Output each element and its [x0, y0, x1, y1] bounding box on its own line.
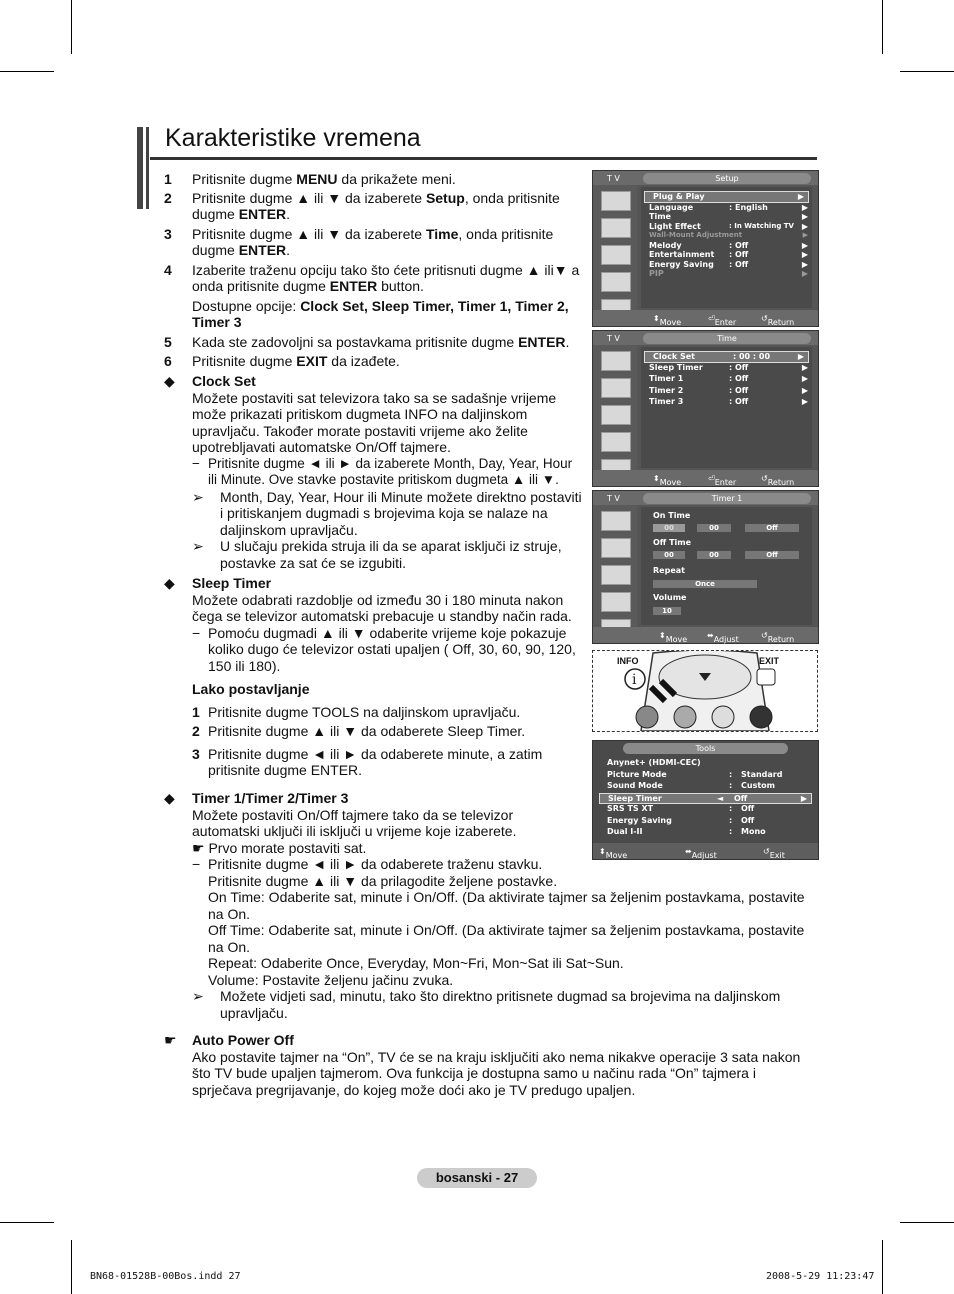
menu-row: Wall-Mount Adjustment ▶ [649, 231, 808, 239]
channel-icon [601, 565, 631, 585]
setup-icon [601, 432, 631, 452]
step-3: 3 Pritisnite dugme ▲ ili ▼ da izaberete Time, onda pritisnite dugme ENTER. [164, 225, 554, 258]
auto-power-off-heading: Auto Power Off [192, 1032, 294, 1048]
clock-set-heading: Clock Set [192, 373, 256, 389]
time-menu-screenshot: T V Time Clock Set : 00 : 00 ▶ Sleep Timer : Off ▶ Timer 1 : Off ▶ Timer 2 : Off ▶ Timer 3 : Off ▶ ⬍ Move ⏎ Enter ↺ Return [592, 330, 819, 487]
menu-row: Timer 1 : Off ▶ [649, 374, 808, 383]
sleep-timer-dash: Pomoću dugmadi ▲ ili ▼ odaberite vrijeme koje pokazuje koliko dugo će televizor ostati upaljen ( Off, 30, 60, 90, 120, 150 ili 180). [208, 624, 576, 674]
picture-icon [601, 191, 631, 211]
menu-row: Language : English ▶ [649, 202, 808, 212]
options-line: Dostupne opcije: Clock Set, Sleep Timer, Timer 1, Timer 2, Timer 3 [192, 297, 569, 330]
auto-power-off-body: Ako postavite tajmer na “On”, TV će se na kraju isključiti ako nema nikakve operacije 3 sata nakon što TV bude upaljen tajmerom. Ova funkcija je dostupna samo u načinu rada “On” tajmera i sprječava pregrijavanje, do kojeg može doći ako je TV predugo upaljen. [192, 1048, 801, 1098]
timer-heading: Timer 1/Timer 2/Timer 3 [192, 790, 349, 806]
menu-row: Energy Saving : Off [607, 815, 755, 825]
info-label: INFO [617, 656, 639, 666]
menu-row: Entertainment : Off ▶ [649, 250, 808, 259]
menu-row: Light Effect : In Watching TV ▶ [649, 221, 808, 231]
timer-section: ◆ Timer 1/Timer 2/Timer 3 Možete postaviti On/Off tajmere tako da se televizor automatski uključi ili isključi u vrijeme koje izaberete. ☛ Prvo morate postaviti sat. − Pritisnite dugme ◄ ili ► da odaberete traženu stavku. Pritisnite dugme ▲ ili ▼ da prilagodite željene postavke. On Time: Odaberite sat, minute i On/Off. (Da aktivirate tajmer sa željenim postavkama, postavite na On. Off Time: Odaberite sat, minute i On/Off. (Da aktivirate tajmer sa željenim postavkama, postavite na On. Repeat: Odaberite Once, Everyday, Mon~Fri, Mon~Sat ili Sat~Sun. Volume: Postavite željenu jačinu zvuka. ➢ Možete vidjeti sad, minutu, tako što direktno pritisnete dugmad sa brojevima na daljinskom upravljaču. [164, 790, 814, 1021]
clock-set-dash: Pritisnite dugme ◄ ili ► da izaberete Month, Day, Year, Hour ili Minute. Ove stavke postavite pritiskom dugmeta ▲ ili ▼. [208, 455, 573, 487]
timer-note: Možete vidjeti sad, minutu, tako što direktno pritisnete dugmad sa brojevima na daljinskom upravljaču. [220, 988, 781, 1021]
timer1-menu-title: Timer 1 [643, 493, 811, 504]
setup-icon [601, 272, 631, 292]
step-5: 5 Kada ste zadovoljni sa postavkama pritisnite dugme ENTER. [164, 333, 570, 350]
picture-icon [601, 351, 631, 371]
title-bars [137, 127, 151, 209]
menu-row: Time ▶ [649, 212, 808, 221]
timer-repeat: Repeat: Odaberite Once, Everyday, Mon~Fri, Mon~Sat ili Sat~Sun. [208, 955, 624, 971]
menu-row: Energy Saving : Off ▶ [649, 259, 808, 269]
clock-set-note-1: Month, Day, Year, Hour ili Minute možete direktno postaviti i pritiskanjem dugmadi s brojevima koja se nalaze na daljinskom upravljaču. [220, 488, 582, 538]
timer-body: Možete postaviti On/Off tajmere tako da se televizor automatski uključi ili isključi u vrijeme koje izaberete. [192, 806, 517, 839]
menu-row: Sleep Timer ◄ Off ▶ [599, 793, 812, 805]
clock-set-section: ◆ Clock Set Možete postaviti sat televizora tako sa se sadašnje vrijeme može prikazati pritiskom dugmeta INFO na daljinskom upravljaču. Također morate postaviti vrijeme ako želite upotrebljavati automatske On/Off tajmere. − Pritisnite dugme ◄ ili ► da izaberete Month, Day, Year, Hour ili Minute. Ove stavke postavite pritiskom dugmeta ▲ ili ▼. ➢ Month, Day, Year, Hour ili Minute možete direktno postaviti i pritiskanjem dugmadi s brojevima koja se nalaze na daljinskom upravljaču. ➢ U slučaju prekida struja ili da se aparat isključi iz struje, postavke za sat će se izgubiti. [164, 373, 584, 571]
timer-dash-2: Pritisnite dugme ▲ ili ▼ da prilagodite željene postavke. [208, 872, 558, 889]
sleep-timer-heading: Sleep Timer [192, 575, 272, 591]
easy-step-3: Pritisnite dugme ◄ ili ► da odaberete minute, a zatim pritisnite dugme ENTER. [208, 745, 543, 778]
channel-icon [601, 405, 631, 425]
timer-volume: Volume: Postavite željenu jačinu zvuka. [208, 971, 454, 988]
auto-power-off-section: ☛ Auto Power Off Ako postavite tajmer na “On”, TV će se na kraju isključiti ako nema nikakve operacije 3 sata nakon što TV bude upaljen tajmerom. Ova funkcija je dostupna samo u načinu rada “On” tajmera i sprječava pregrijavanje, do kojeg može doći ako je TV predugo upaljen. [164, 1032, 819, 1098]
steps-list [164, 171, 584, 370]
menu-row: Sleep Timer : Off ▶ [649, 362, 808, 372]
menu-row: Picture Mode : Standard [607, 769, 783, 779]
timer1-menu-screenshot: T V Timer 1 On Time 00 00 Off Off Time 00 00 Off Repeat Once Volume 10 ⬍ Move ⬌ Adjust ↺ Return [592, 490, 819, 644]
menu-row: Timer 2 : Off ▶ [649, 385, 808, 395]
setup-icon [601, 592, 631, 612]
setup-menu-screenshot: T V Setup Plug & Play ▶ Language : English ▶ Time ▶ Light Effect : In Watching TV ▶ Wall-Mount Adjustment ▶ Melody : Off ▶ Entertainment : Off ▶ Energy Saving : Off ▶ PIP ▶ ⬍ Move ⏎ Enter ↺ Return [592, 170, 819, 327]
menu-row: Clock Set : 00 : 00 ▶ [644, 351, 809, 363]
picture-icon [601, 511, 631, 531]
title-rule [150, 157, 817, 160]
slug-left: BN68-01528B-00Bos.indd 27 [90, 1271, 241, 1282]
timer-hand-note: Prvo morate postaviti sat. [208, 839, 367, 856]
menu-row: Timer 3 : Off ▶ [649, 397, 808, 406]
sound-icon [601, 218, 631, 238]
clock-set-body: Možete postaviti sat televizora tako sa se sadašnje vrijeme može prikazati pritiskom dugmeta INFO na daljinskom upravljaču. Također morate postaviti vrijeme ako želite upotrebljavati automatske On/Off tajmere. [192, 389, 557, 455]
time-menu-title: Time [643, 333, 811, 344]
timer-dash-1: Pritisnite dugme ◄ ili ► da odaberete traženu stavku. [208, 856, 543, 872]
menu-row: PIP ▶ [649, 269, 808, 278]
tools-menu-title: Tools [623, 743, 788, 754]
easy-step-2: Pritisnite dugme ▲ ili ▼ da odaberete Sleep Timer. [208, 723, 526, 739]
slug-right: 2008-5-29 11:23:47 [766, 1271, 875, 1282]
step-1: 1 Pritisnite dugme MENU da prikažete meni. [164, 171, 456, 187]
timer-off-time: Off Time: Odaberite sat, minute i On/Off. (Da aktivirate tajmer sa željenim postavkama, postavite na On. [208, 922, 805, 955]
menu-row: Plug & Play ▶ [644, 191, 809, 203]
channel-icon [601, 245, 631, 265]
clock-set-note-2: U slučaju prekida struja ili da se aparat isključi iz struje, postavke za sat će se izgubiti. [220, 538, 562, 571]
menu-row: Anynet+ (HDMI-CEC) [607, 758, 701, 767]
page-title: Karakteristike vremena [165, 124, 421, 152]
step-2: 2 Pritisnite dugme ▲ ili ▼ da izaberete Setup, onda pritisnite dugme ENTER. [164, 189, 560, 222]
sleep-timer-body: Možete odabrati razdoblje od između 30 i 180 minuta nakon čega se televizor automatski prebacuje u standby način rada. [192, 591, 572, 624]
menu-row: Melody : Off ▶ [649, 240, 808, 250]
menu-row: SRS TS XT : Off [607, 804, 755, 813]
step-6: 6 Pritisnite dugme EXIT da izađete. [164, 353, 400, 369]
step-4: 4 Izaberite traženu opciju tako što ćete pritisnuti dugme ▲ ili▼ a onda pritisnite dugme ENTER button. [164, 261, 580, 294]
setup-menu-title: Setup [643, 173, 811, 184]
remote-illustration [592, 650, 818, 732]
sound-icon [601, 538, 631, 558]
sound-icon [601, 378, 631, 398]
timer-on-time: On Time: Odaberite sat, minute i On/Off. (Da aktivirate tajmer sa željenim postavkama, postavite na On. [208, 889, 805, 922]
exit-label: EXIT [759, 656, 780, 666]
menu-row: Sound Mode : Custom [607, 781, 775, 790]
page-footer: bosanski - 27 [417, 1168, 537, 1188]
easy-setting-heading: Lako postavljanje [192, 681, 310, 697]
tools-menu-screenshot: Tools Anynet+ (HDMI-CEC) Picture Mode : Standard Sound Mode : Custom Sleep Timer ◄ Off ▶ SRS TS XT : Off Energy Saving : Off Dual I-II : Mono ⬍ Move ⬌ Adjust ↺ Exit [592, 740, 819, 860]
easy-step-1: Pritisnite dugme TOOLS na daljinskom upravljaču. [208, 703, 521, 720]
menu-row: Dual I-II : Mono [607, 827, 766, 836]
svg-text:i: i [632, 672, 637, 688]
sleep-timer-section: ◆ Sleep Timer Možete odabrati razdoblje od između 30 i 180 minuta nakon čega se televizor automatski prebacuje u standby način rada. − Pomoću dugmadi ▲ ili ▼ odaberite vrijeme koje pokazuje koliko dugo će televizor ostati upaljen ( Off, 30, 60, 90, 120, 150 ili 180). Lako postavljanje 1 Pritisnite dugme TOOLS na daljinskom upravljaču. 2 Pritisnite dugme ▲ ili ▼ da odaberete Sleep Timer. 3 Pritisnite dugme ◄ ili ► da odaberete minute, a zatim pritisnite dugme ENTER. [164, 575, 584, 779]
